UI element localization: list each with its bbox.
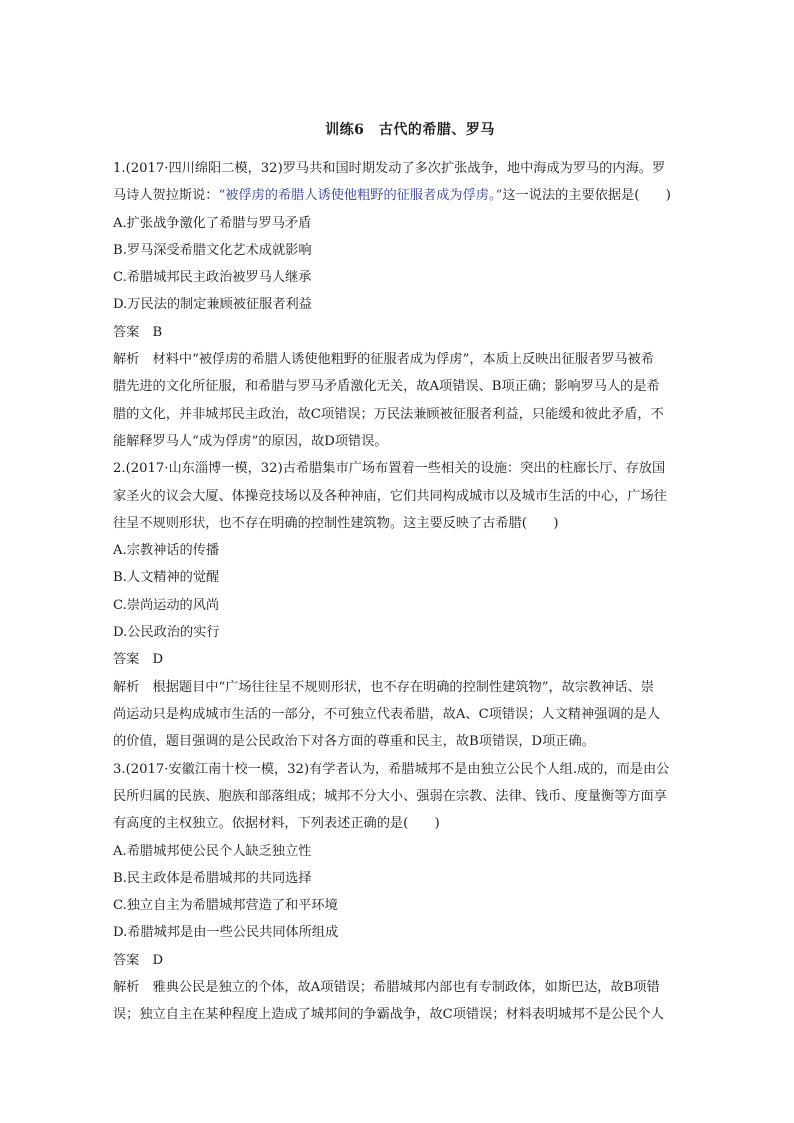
q1-stem-text-a: 马诗人贺拉斯说：	[113, 188, 219, 203]
q1-stem-line-2	[113, 187, 707, 205]
q1-analysis-line-3: 腊的文化，并非城邦民主政治，故C项错误；万民法兼顾被征服者利益，只能缓和彼此矛盾，不	[113, 407, 664, 422]
q1-analysis-line-2: 腊先进的文化所征服，和希腊与罗马矛盾激化无关，故A项错误、B项正确；影响罗马人的是希	[113, 379, 660, 394]
q3-analysis-line-1: 解析 雅典公民是独立的个体，故A项错误；希腊城邦内部也有专制政体，如斯巴达，故B项错	[113, 980, 660, 995]
q3-option-a: A.希腊城邦使公民个人缺乏独立性	[113, 844, 312, 859]
q2-analysis-line-1: 解析 根据题目中“广场往往呈不规则形状，也不存在明确的控制性建筑物”，故宗教神话、崇	[113, 680, 654, 695]
q1-stem-quote: “被俘虏的希腊人诱使他粗野的征服者成为俘虏。”	[218, 188, 503, 203]
q1-option-c: C.希腊城邦民主政治被罗马人继承	[113, 270, 312, 285]
q2-option-b: B.人文精神的觉醒	[113, 570, 220, 585]
q1-analysis-line-4: 能解释罗马人“成为俘虏”的原因，故D项错误。	[113, 434, 388, 449]
q2-stem-line-1: 2.(2017·山东淄博一模，32)古希腊集市广场布置着一些相关的设施：突出的柱廊长厅、存放国	[113, 461, 666, 476]
q3-stem-line-2: 民所归属的民族、胞族和部落组成；城邦不分大小、强弱在宗教、法律、钱币、度量衡等方面享	[113, 789, 667, 804]
q2-analysis-line-3: 的价值，题目强调的是公民政治下对各方面的尊重和民主，故B项错误，D项正确。	[113, 734, 595, 749]
page-title: 训练6 古代的希腊、罗马	[325, 122, 495, 138]
q1-analysis-line-1: 解析 材料中“被俘虏的希腊人诱使他粗野的征服者成为俘虏”，本质上反映出征服者罗马被希	[113, 352, 654, 367]
q1-option-a: A.扩张战争激化了希腊与罗马矛盾	[113, 216, 312, 231]
q3-analysis-line-2: 误；独立自主在某种程度上造成了城邦间的争霸战争，故C项错误；材料表明城邦不是公民个人	[113, 1007, 664, 1022]
q2-option-a: A.宗教神话的传播	[113, 543, 220, 558]
q2-option-c: C.崇尚运动的风尚	[113, 598, 220, 613]
q3-stem-line-1: 3.(2017·安徽江南十校一模，32)有学者认为，希腊城邦不是由独立公民个人组.成的，而是由公	[113, 762, 670, 777]
q1-answer: 答案 B	[113, 325, 163, 340]
q2-answer: 答案 D	[113, 652, 164, 667]
q1-option-b: B.罗马深受希腊文化艺术成就影响	[113, 243, 312, 258]
q3-answer: 答案 D	[113, 953, 164, 968]
q2-stem-line-2: 家圣火的议会大厦、体操竞技场以及各种神庙，它们共同构成城市以及城市生活的中心，广场往	[113, 489, 667, 504]
q3-option-c: C.独立自主为希腊城邦营造了和平环境	[113, 898, 338, 913]
q1-option-d: D.万民法的制定兼顾被征服者利益	[113, 297, 312, 312]
q2-analysis-line-2: 尚运动只是构成城市生活的一部分，不可独立代表希腊，故A、C项错误；人文精神强调的是人	[113, 707, 661, 722]
q1-stem-line-1: 1.(2017·四川绵阳二模，32)罗马共和国时期发动了多次扩张战争，地中海成为罗马的内海。罗	[113, 161, 666, 176]
q3-option-b: B.民主政体是希腊城邦的共同选择	[113, 871, 312, 886]
q3-option-d: D.希腊城邦是由一些公民共同体所组成	[113, 925, 339, 940]
q2-stem-line-3: 往呈不规则形状，也不存在明确的控制性建筑物。这主要反映了古希腊( )	[113, 516, 559, 531]
q1-stem-text-b: 这一说法的主要依据是( )	[502, 188, 671, 203]
q2-option-d: D.公民政治的实行	[113, 625, 220, 640]
q3-stem-line-3: 有高度的主权独立。依据材料，下列表述正确的是( )	[113, 816, 440, 831]
